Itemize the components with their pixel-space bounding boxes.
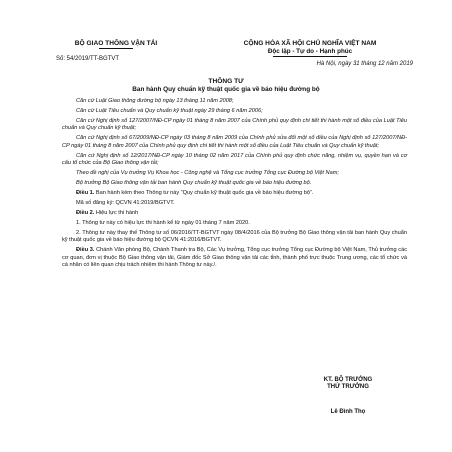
document-subject: Ban hành Quy chuẩn kỹ thuật quốc gia về báo hiệu đường bộ [132,86,320,93]
issuing-agency-block [46,40,186,62]
signature-title-2: THỨ TRƯỞNG [327,384,369,391]
motto-underline [273,56,347,57]
article-1-label: Điều 1. [76,190,95,197]
national-motto: Độc lập - Tự do - Hạnh phúc [267,48,353,55]
legal-basis-4: Căn cứ Nghị định số 67/2009/NĐ-CP ngày 03 tháng 8 năm 2009 của Chính phủ sửa đổi một số điều của Nghị định số 127/2007/NĐ-CP ngày 01 tháng 8 năm 2007 của Chính phủ quy định chi tiết thi hành một số điều của Luật Tiêu chuẩn và Quy chuẩn kỹ thuật; [62,135,407,149]
issue-date: Hà Nội, ngày 31 tháng 12 năm 2019 [316,61,413,67]
document-type: THÔNG TƯ [208,78,244,85]
article-3-label: Điều 3. [76,247,95,254]
legal-basis-2: Căn cứ Luật Tiêu chuẩn và Quy chuẩn kỹ thuật ngày 29 tháng 6 năm 2006; [76,107,263,114]
agency-underline [99,48,133,49]
clause-2: 2. Thông tư này thay thế Thông tư số 06/2016/TT-BGTVT ngày 08/4/2016 của Bộ trưởng Bộ Giao thông vận tải ban hành Quy chuẩn kỹ thuật quốc gia về báo hiệu đường bộ QCVN 41:2016/BGTVT. [62,229,407,244]
clause-1: 1. Thông tư này có hiệu lực thi hành kể từ ngày 01 tháng 7 năm 2020. [76,219,250,226]
signer-name: Lê Đình Thọ [330,409,366,415]
enactment-paragraph: Bộ trưởng Bộ Giao thông vận tải ban hành Quy chuẩn kỹ thuật quốc gia về báo hiệu đường bộ. [76,180,312,187]
article-3 [62,247,407,270]
national-header-block [205,40,415,67]
article-2-label: Điều 2. [76,209,95,216]
signature-block [288,377,408,392]
article-1-text: Ban hành kèm theo Thông tư này “Quy chuẩn kỹ thuật quốc gia về báo hiệu đường bộ”. [94,190,314,197]
legal-basis-3: Căn cứ Nghị định số 127/2007/NĐ-CP ngày 01 tháng 8 năm 2007 của Chính phủ quy định chi tiết thi hành một số điều của Luật Tiêu chuẩn và Quy chuẩn kỹ thuật; [62,117,407,132]
article-1 [62,190,407,198]
issuing-agency: BỘ GIAO THÔNG VẬN TẢI [74,40,158,47]
article-2 [62,210,407,218]
registration-code: Mã số đăng ký: QCVN 41:2019/BGTVT. [76,199,175,206]
proposal-paragraph: Theo đề nghị của Vụ trưởng Vụ Khoa học - Công nghệ và Tổng cục trưởng Tổng cục Đường bộ Việt Nam; [76,170,339,177]
legal-basis-5: Căn cứ Nghị định số 12/2017/NĐ-CP ngày 10 tháng 02 năm 2017 của Chính phủ quy định chức năng, nhiệm vụ, quyền hạn và cơ cấu tổ chức của Bộ Giao thông vận tải; [62,152,407,167]
legal-basis-1: Căn cứ Luật Giao thông đường bộ ngày 13 tháng 11 năm 2008; [76,98,234,104]
document-number: Số: 54/2019/TT-BGTVT [56,56,120,62]
article-3-text: Chánh Văn phòng Bộ, Chánh Thanh tra Bộ, Các Vụ trưởng, Tổng cục trưởng Tổng cục Đường bộ Việt Nam, Thủ trưởng các cơ quan, đơn vị thuộc Bộ Giao thông vận tải, Giám đốc Sở Giao thông vận tải các tỉnh, thành phố trực thuộc Trung ương, các tổ chức và cá nhân có liên quan chịu trách nhiệm thi hành Thông tư này./. [62,247,408,269]
document-body [62,98,407,272]
country-name: CỘNG HÒA XÃ HỘI CHỦ NGHĨA VIỆT NAM [243,40,377,47]
article-2-text: Hiệu lực thi hành [94,209,139,216]
signature-title-1: KT. BỘ TRƯỞNG [323,377,373,383]
